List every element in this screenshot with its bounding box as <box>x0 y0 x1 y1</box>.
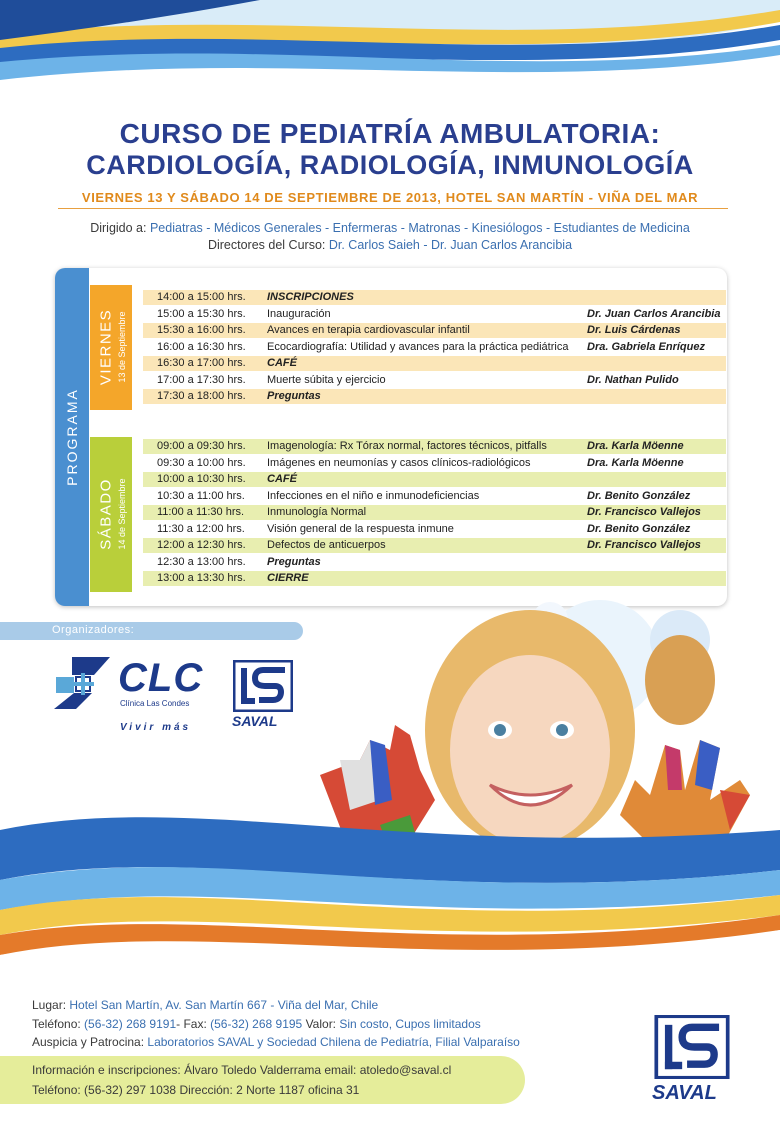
schedule-row <box>143 571 726 586</box>
speaker-cell: Dr. Francisco Vallejos <box>587 506 701 518</box>
activity-cell: Preguntas <box>267 390 321 402</box>
date-location-line: VIERNES 13 Y SÁBADO 14 DE SEPTIEMBRE DE 2013, HOTEL SAN MARTÍN - VIÑA DEL MAR <box>81 190 699 205</box>
time-cell: 10:30 a 11:00 hrs. <box>157 489 245 502</box>
saturday-date-label: 14 de Septiembre <box>117 478 127 550</box>
time-cell: 12:00 a 12:30 hrs. <box>157 539 246 551</box>
clc-logo-text: CLC <box>118 656 204 700</box>
time-cell: 11:00 a 11:30 hrs. <box>157 506 245 518</box>
activity-cell: Preguntas <box>267 555 321 568</box>
clc-logo-icon <box>52 655 114 711</box>
time-cell: 14:00 a 15:00 hrs. <box>157 291 246 303</box>
speaker-cell: Dr. Juan Carlos Arancibia <box>587 307 721 320</box>
activity-cell: Imágenes en neumonías y casos clínicos-radiológicos <box>267 456 531 469</box>
schedule-row <box>143 489 726 504</box>
activity-cell: Inmunología Normal <box>267 506 367 518</box>
speaker-cell: Dra. Karla Möenne <box>587 456 684 469</box>
schedule-row <box>143 373 726 388</box>
directors-label: Directores del Curso: <box>207 238 326 252</box>
activity-cell: Infecciones en el niño e inmunodeficiencias <box>267 489 480 502</box>
time-cell: 17:30 a 18:00 hrs. <box>157 390 246 402</box>
schedule-row <box>143 555 726 570</box>
time-cell: 13:00 a 13:30 hrs. <box>157 572 246 584</box>
time-cell: 09:30 a 10:00 hrs. <box>157 456 246 469</box>
activity-cell: Inauguración <box>267 307 331 320</box>
program-label: PROGRAMA <box>64 388 80 486</box>
activity-cell: CIERRE <box>267 572 309 584</box>
time-cell: 09:00 a 09:30 hrs. <box>157 440 246 452</box>
time-cell: 12:30 a 13:00 hrs. <box>157 555 246 568</box>
time-cell: 16:30 a 17:00 hrs. <box>157 357 246 369</box>
audience-label: Dirigido a: <box>90 221 147 235</box>
schedule-row <box>143 340 726 355</box>
schedule-row <box>143 356 726 371</box>
time-cell: 16:00 a 16:30 hrs. <box>157 340 246 353</box>
fax-label: - Fax: <box>176 1017 207 1031</box>
speaker-cell: Dra. Gabriela Enríquez <box>587 340 705 353</box>
contact-line-2: Teléfono: (56-32) 297 1038 Dirección: 2 Norte 1187 oficina 31 <box>32 1083 360 1097</box>
course-title-line2: CARDIOLOGÍA, RADIOLOGÍA, INMUNOLOGÍA <box>86 150 694 180</box>
schedule-row <box>143 472 726 487</box>
friday-date-label: 13 de Septiembre <box>117 311 127 383</box>
top-swoosh-decoration <box>0 0 780 110</box>
sponsor-line <box>32 1035 520 1049</box>
time-cell: 15:30 a 16:00 hrs. <box>157 324 246 336</box>
schedule-row <box>143 522 726 537</box>
sponsor-label: Auspicia y Patrocina: <box>32 1035 145 1049</box>
saval-footer-logo-icon <box>654 1015 730 1079</box>
activity-cell: Muerte súbita y ejercicio <box>267 373 386 386</box>
speaker-cell: Dr. Luis Cárdenas <box>587 324 681 336</box>
fax-value: (56-32) 268 9195 <box>210 1017 303 1031</box>
saval-logo-text: SAVAL <box>232 713 278 729</box>
schedule-row <box>143 290 726 305</box>
organizers-bar <box>0 622 303 640</box>
phone-fax-line <box>32 1017 481 1031</box>
clc-slogan: Vivir más <box>120 722 192 733</box>
saturday-day-label: SÁBADO <box>97 478 115 550</box>
bottom-swoosh-decoration <box>0 790 780 1020</box>
time-cell: 11:30 a 12:00 hrs. <box>157 522 245 535</box>
venue-value: Hotel San Martín, Av. San Martín 667 - Viña del Mar, Chile <box>69 998 379 1012</box>
activity-cell: Ecocardiografía: Utilidad y avances para la práctica pediátrica <box>267 340 569 353</box>
schedule-row <box>143 439 726 454</box>
speaker-cell: Dra. Karla Möenne <box>587 440 684 452</box>
speaker-cell: Dr. Benito González <box>587 522 691 535</box>
phone-label: Teléfono: <box>32 1017 81 1031</box>
schedule-row <box>143 456 726 471</box>
speaker-cell: Dr. Benito González <box>587 489 691 502</box>
speaker-cell: Dr. Nathan Pulido <box>587 373 679 386</box>
time-cell: 17:00 a 17:30 hrs. <box>157 373 246 386</box>
time-cell: 15:00 a 15:30 hrs. <box>157 307 246 320</box>
schedule-row <box>143 323 726 338</box>
cost-label: Valor: <box>305 1017 337 1031</box>
activity-cell: Defectos de anticuerpos <box>267 539 386 551</box>
activity-cell: Visión general de la respuesta inmune <box>267 522 454 535</box>
speaker-cell: Dr. Francisco Vallejos <box>587 539 701 551</box>
activity-cell: Imagenología: Rx Tórax normal, factores técnicos, pitfalls <box>267 440 547 452</box>
clc-subtitle: Clínica Las Condes <box>120 699 190 708</box>
venue-label: Lugar: <box>32 998 67 1012</box>
contact-line-1: Información e inscripciones: Álvaro Toledo Valderrama email: atoledo@saval.cl <box>32 1063 452 1077</box>
organizers-label: Organizadores: <box>52 624 135 636</box>
directors-line <box>0 238 780 252</box>
audience-line <box>0 221 780 235</box>
friday-day-label: VIERNES <box>97 308 115 386</box>
activity-cell: CAFÉ <box>267 473 297 485</box>
cost-value: Sin costo, Cupos limitados <box>339 1017 481 1031</box>
sponsor-value: Laboratorios SAVAL y Sociedad Chilena de Pediatría, Filial Valparaíso <box>147 1035 520 1049</box>
time-cell: 10:00 a 10:30 hrs. <box>157 473 246 485</box>
schedule-row <box>143 505 726 520</box>
activity-cell: INSCRIPCIONES <box>267 291 354 303</box>
divider <box>58 208 728 209</box>
activity-cell: CAFÉ <box>267 357 297 369</box>
course-title-line1: CURSO DE PEDIATRÍA AMBULATORIA: <box>119 118 661 149</box>
audience-value: Pediatras - Médicos Generales - Enfermeras - Matronas - Kinesiólogos - Estudiantes de Medicina <box>149 221 690 235</box>
schedule-row <box>143 538 726 553</box>
venue-line <box>32 998 378 1012</box>
saval-logo-icon <box>233 660 293 712</box>
schedule-row <box>143 307 726 322</box>
saval-footer-text: SAVAL <box>652 1082 717 1104</box>
schedule-row <box>143 389 726 404</box>
directors-value: Dr. Carlos Saieh - Dr. Juan Carlos Arancibia <box>328 238 573 252</box>
phone-value: (56-32) 268 9191 <box>84 1017 177 1031</box>
activity-cell: Avances en terapia cardiovascular infantil <box>267 324 470 336</box>
